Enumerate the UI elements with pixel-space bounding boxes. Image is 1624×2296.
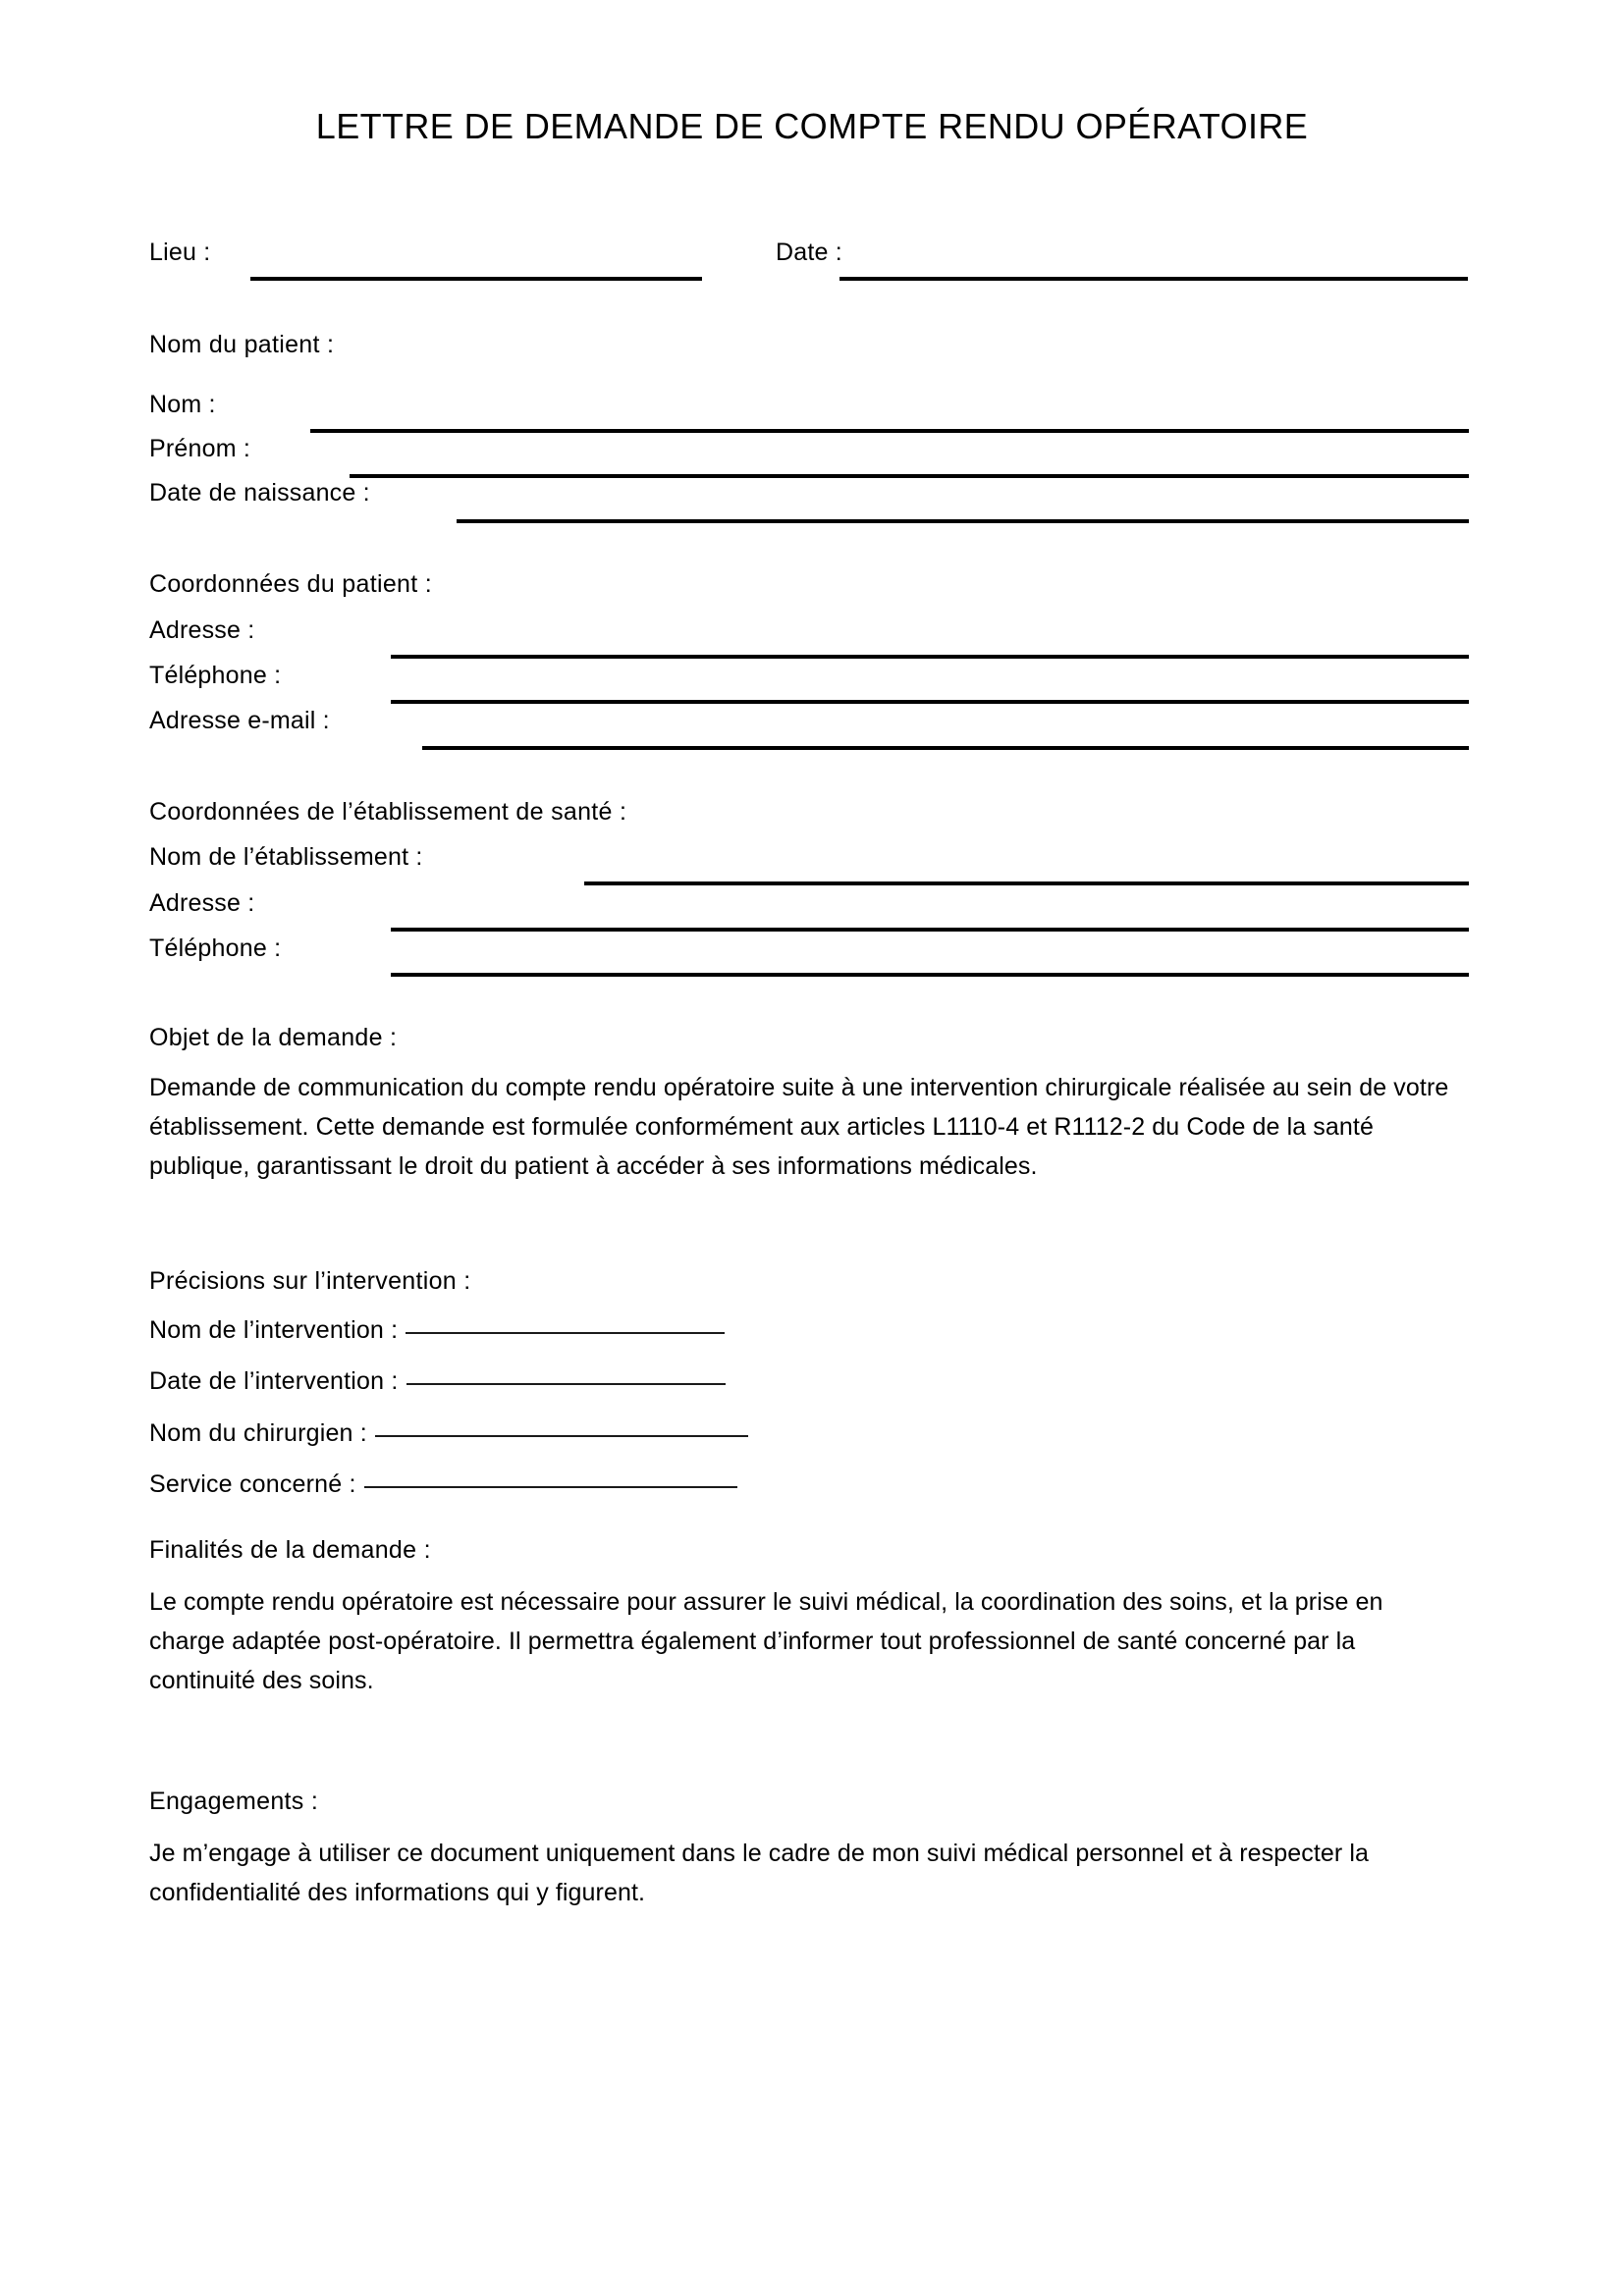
patient-prenom-input-rule[interactable] <box>350 474 1469 478</box>
patient-nom-label-wrap <box>149 388 216 421</box>
facility-adresse-label-wrap <box>149 886 254 920</box>
surgeon-name-input-rule[interactable] <box>375 1435 748 1437</box>
facility-telephone-label-wrap <box>149 932 281 965</box>
facility-telephone-input-rule[interactable] <box>391 973 1469 977</box>
patient-telephone-input-rule[interactable] <box>391 700 1469 704</box>
place-label: Lieu : <box>149 239 211 266</box>
intervention-date-row <box>149 1364 726 1398</box>
facility-adresse-label: Adresse : <box>149 889 255 917</box>
patient-email-label: Adresse e-mail : <box>149 707 330 734</box>
patient-adresse-label-wrap <box>149 614 254 647</box>
date-label: Date : <box>776 239 842 266</box>
patient-nom-input-rule[interactable] <box>310 429 1469 433</box>
patient-birthdate-label-wrap <box>149 476 370 509</box>
purpose-section-body: Demande de communication du compte rendu opératoire suite à une intervention chirurgicale réalisée au sein de votre établissement. Cette demande est formulée conformément aux articles L1110-4 et R1112-2 du Code de la santé publique, garantissant le droit du patient à accéder à ses informations médicales. <box>149 1074 1449 1180</box>
intervention-section-heading: Précisions sur l’intervention : <box>149 1267 471 1295</box>
commitments-section-heading: Engagements : <box>149 1788 319 1815</box>
intervention-date-input-rule[interactable] <box>406 1383 726 1385</box>
intervention-name-input-rule[interactable] <box>406 1332 725 1334</box>
patient-name-section-heading: Nom du patient : <box>149 331 335 358</box>
patient-birthdate-input-rule[interactable] <box>457 519 1469 523</box>
patient-birthdate-label: Date de naissance : <box>149 479 370 507</box>
facility-name-label-wrap <box>149 840 423 874</box>
page-title: LETTRE DE DEMANDE DE COMPTE RENDU OPÉRATOIRE <box>315 106 1309 146</box>
place-input-rule[interactable] <box>250 277 702 281</box>
patient-nom-label: Nom : <box>149 391 216 418</box>
surgeon-name-row <box>149 1416 748 1450</box>
goals-section-body: Le compte rendu opératoire est nécessaire pour assurer le suivi médical, la coordination des soins, et la prise en charge adaptée post-opératoire. Il permettra également d’informer tout professionnel de santé concerné par la continuité des soins. <box>149 1588 1383 1694</box>
intervention-name-label: Nom de l’intervention : <box>149 1316 399 1344</box>
date-field-label-wrap <box>776 236 842 269</box>
patient-adresse-label: Adresse : <box>149 616 255 644</box>
intervention-date-label: Date de l’intervention : <box>149 1367 399 1395</box>
patient-telephone-label-wrap <box>149 659 281 692</box>
date-input-rule[interactable] <box>839 277 1468 281</box>
goals-section-heading: Finalités de la demande : <box>149 1536 431 1564</box>
patient-email-label-wrap <box>149 704 330 737</box>
service-label: Service concerné : <box>149 1470 356 1498</box>
patient-prenom-label: Prénom : <box>149 435 251 462</box>
patient-telephone-label: Téléphone : <box>149 662 282 689</box>
patient-adresse-input-rule[interactable] <box>391 655 1469 659</box>
service-row <box>149 1468 737 1501</box>
surgeon-name-label: Nom du chirurgien : <box>149 1419 367 1447</box>
service-input-rule[interactable] <box>364 1486 737 1488</box>
patient-contact-section-heading: Coordonnées du patient : <box>149 570 432 598</box>
purpose-section-heading: Objet de la demande : <box>149 1024 398 1051</box>
patient-email-input-rule[interactable] <box>422 746 1469 750</box>
facility-name-label: Nom de l’établissement : <box>149 843 423 871</box>
facility-telephone-label: Téléphone : <box>149 934 282 962</box>
facility-adresse-input-rule[interactable] <box>391 928 1469 932</box>
facility-name-input-rule[interactable] <box>584 881 1469 885</box>
patient-prenom-label-wrap <box>149 432 250 465</box>
place-field-label-wrap <box>149 236 210 269</box>
facility-section-heading: Coordonnées de l’établissement de santé : <box>149 798 627 826</box>
commitments-section-body: Je m’engage à utiliser ce document uniquement dans le cadre de mon suivi médical personnel et à respecter la confidentialité des informations qui y figurent. <box>149 1840 1370 1906</box>
intervention-name-row <box>149 1313 725 1347</box>
